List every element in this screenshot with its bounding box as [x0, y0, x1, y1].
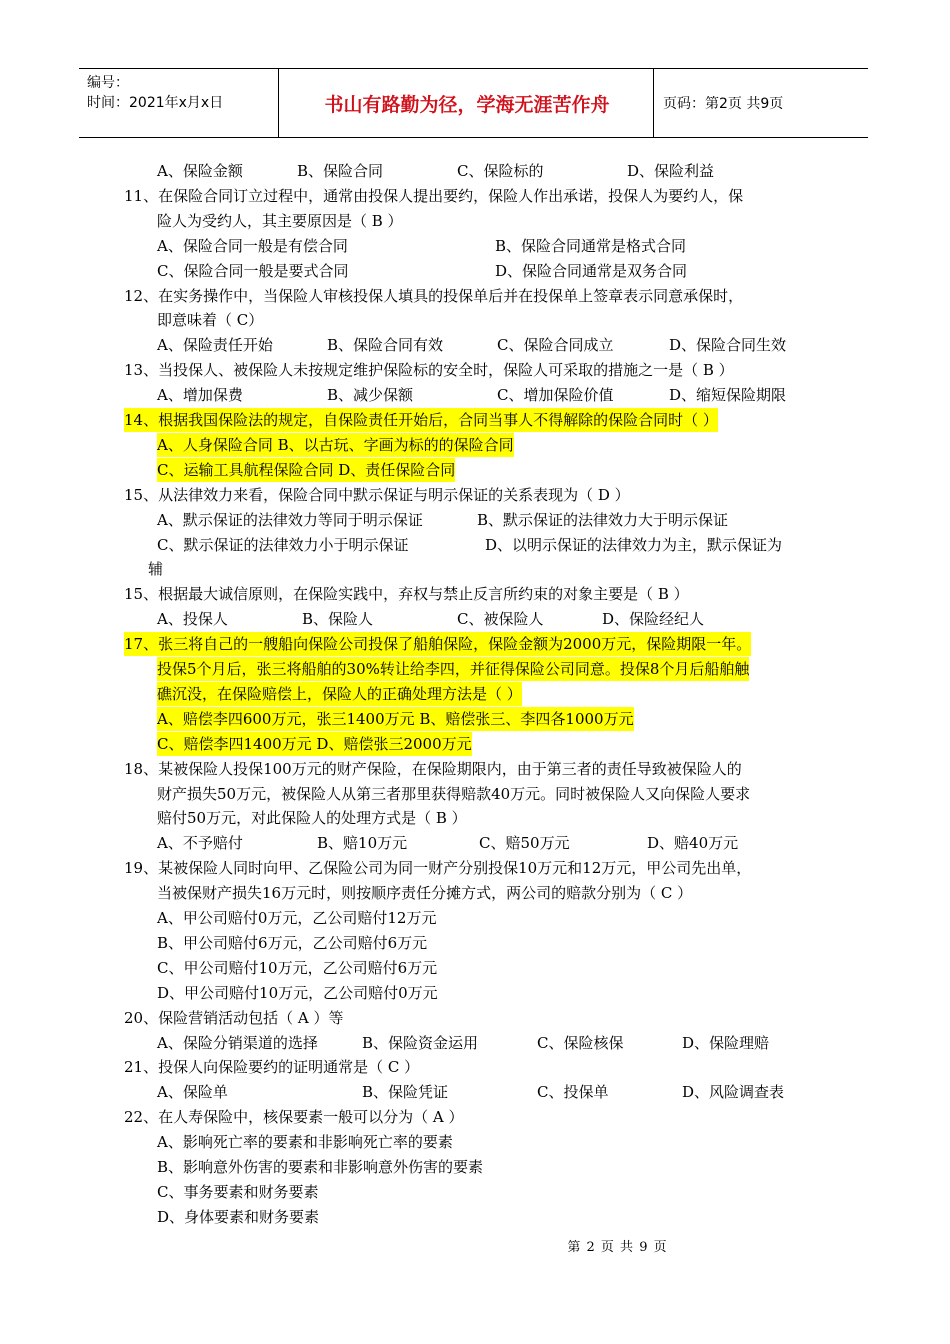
option-line: [157, 533, 857, 557]
answer-option: C、赔50万元: [479, 834, 570, 853]
option-line: C、甲公司赔付10万元，乙公司赔付6万元: [157, 958, 438, 977]
option-line: A、人身保险合同 B、以古玩、字画为标的的保险合同: [157, 433, 514, 457]
answer-option: A、保险单: [157, 1083, 228, 1102]
option-line: C、事务要素和财务要素: [157, 1182, 319, 1201]
option-line: [157, 508, 857, 532]
option-line: [157, 831, 857, 855]
header-motto: 书山有路勤为径，学海无涯苦作舟: [324, 93, 610, 116]
answer-option: B、赔10万元: [317, 834, 408, 853]
answer-option: C、保险核保: [537, 1033, 624, 1052]
answer-option: D、以明示保证的法律效力为主，默示保证为: [485, 535, 783, 554]
option-line: A、甲公司赔付0万元，乙公司赔付12万元: [157, 909, 437, 927]
header-page-info: 页码：第2页 共9页: [663, 96, 784, 112]
question-line: 20、保险营销活动包括（ A ）等: [124, 1008, 344, 1027]
option-line: 礁沉没，在保险赔偿上，保险人的正确处理方法是（ ）: [157, 682, 522, 706]
option-line: [157, 333, 857, 357]
answer-option: B、默示保证的法律效力大于明示保证: [477, 510, 729, 529]
answer-option: D、风险调查表: [682, 1083, 785, 1102]
option-line: A、影响死亡率的要素和非影响死亡率的要素: [157, 1133, 453, 1152]
option-line: [157, 1031, 857, 1055]
answer-option: A、默示保证的法律效力等同于明示保证: [157, 510, 423, 529]
question-line: 辅: [148, 560, 164, 579]
answer-option: D、赔40万元: [647, 834, 739, 853]
answer-option: A、投保人: [157, 610, 228, 629]
answer-option: A、不予赔付: [157, 834, 243, 853]
answer-option: D、保险经纪人: [602, 610, 705, 629]
question-line: 11、在保险合同订立过程中，通常由投保人提出要约，保险人作出承诺，投保人为要约人，保: [124, 186, 744, 205]
answer-option: C、被保险人: [457, 610, 544, 629]
answer-option: A、保险合同一般是有偿合同: [157, 236, 348, 255]
question-line: 15、从法律效力来看，保险合同中默示保证与明示保证的关系表现为（ D ）: [124, 485, 630, 504]
question-line: 13、当投保人、被保险人未按规定维护保险标的安全时，保险人可采取的措施之一是（ B ）: [124, 361, 734, 380]
option-line: A、赔偿李四600万元，张三1400万元 B、赔偿张三、李四各1000万元: [157, 707, 634, 731]
header-left-cell: [87, 73, 223, 113]
answer-option: A、保险金额: [157, 162, 243, 180]
document-date: 时间：2021年x月x日: [87, 95, 224, 111]
answer-option: B、保险合同: [297, 162, 384, 180]
option-line: D、甲公司赔付10万元，乙公司赔付0万元: [157, 983, 438, 1002]
answer-option: C、保险标的: [457, 162, 544, 180]
answer-option: B、保险资金运用: [362, 1033, 479, 1052]
answer-option: C、投保单: [537, 1083, 609, 1102]
question-line: 19、某被保险人同时向甲、乙保险公司为同一财产分别投保10万元和12万元，甲公司先出单，: [124, 859, 752, 878]
option-line: 赔付50万元，对此保险人的处理方式是（ B ）: [157, 809, 467, 828]
header-divider-right: [653, 69, 654, 137]
document-code-label: 编号：: [87, 75, 129, 91]
answer-option: D、缩短保险期限: [669, 386, 787, 405]
option-line: 财产损失50万元，被保险人从第三者那里获得赔款40万元。同时被保险人又向保险人要求: [157, 784, 751, 803]
answer-option: B、保险合同有效: [327, 336, 444, 355]
answer-option: D、保险理赔: [682, 1033, 770, 1052]
question-line: 15、根据最大诚信原则，在保险实践中，弃权与禁止反言所约束的对象主要是（ B ）: [124, 585, 689, 604]
option-line: [157, 259, 857, 283]
option-line: [157, 234, 857, 258]
page-header: [79, 68, 868, 138]
answer-option: B、保险凭证: [362, 1083, 449, 1102]
question-line: 12、在实务操作中，当保险人审核投保人填具的投保单后并在投保单上签章表示同意承保时，: [124, 286, 744, 305]
answer-option: D、保险合同通常是双务合同: [495, 261, 688, 280]
option-line: 当被保财产损失16万元时，则按顺序责任分摊方式，两公司的赔款分别为（ C ）: [157, 884, 693, 903]
answer-option: C、保险合同一般是要式合同: [157, 261, 349, 280]
header-divider-left: [278, 69, 279, 137]
question-line: 21、投保人向保险要约的证明通常是（ C ）: [124, 1058, 420, 1077]
answer-option: B、保险合同通常是格式合同: [495, 236, 687, 255]
answer-option: C、默示保证的法律效力小于明示保证: [157, 535, 409, 554]
answer-option: A、保险分销渠道的选择: [157, 1033, 318, 1052]
answer-option: D、保险合同生效: [669, 336, 787, 355]
question-line: 17、张三将自己的一艘船向保险公司投保了船舶保险，保险金额为2000万元，保险期限一年。: [124, 632, 751, 656]
answer-option: C、保险合同成立: [497, 336, 614, 355]
option-line: 险人为受约人，其主要原因是（ B ）: [157, 211, 403, 230]
page-footer: 第 2 页 共 9 页: [567, 1240, 668, 1255]
option-line: [157, 159, 857, 183]
option-line: C、赔偿李四1400万元 D、赔偿张三2000万元: [157, 732, 472, 756]
answer-option: D、保险利益: [627, 162, 715, 180]
answer-option: B、减少保额: [327, 386, 414, 405]
answer-option: A、保险责任开始: [157, 336, 273, 355]
answer-option: C、增加保险价值: [497, 386, 614, 405]
option-line: [157, 1080, 857, 1104]
option-line: C、运输工具航程保险合同 D、责任保险合同: [157, 458, 455, 482]
question-line: 14、根据我国保险法的规定，自保险责任开始后，合同当事人不得解除的保险合同时（ ）: [124, 408, 718, 432]
option-line: [157, 607, 857, 631]
question-line: 22、在人寿保险中，核保要素一般可以分为（ A ）: [124, 1108, 464, 1127]
option-line: D、身体要素和财务要素: [157, 1207, 320, 1226]
option-line: B、甲公司赔付6万元，乙公司赔付6万元: [157, 933, 428, 952]
answer-option: A、增加保费: [157, 386, 243, 405]
option-line: B、影响意外伤害的要素和非影响意外伤害的要素: [157, 1158, 484, 1176]
option-line: 即意味着（ C）: [157, 311, 264, 330]
question-line: 18、某被保险人投保100万元的财产保险，在保险期限内，由于第三者的责任导致被保险人的: [124, 759, 742, 778]
answer-option: B、保险人: [302, 610, 374, 629]
option-line: 投保5个月后，张三将船舶的30%转让给李四，并征得保险公司同意。投保8个月后船舶触: [157, 657, 749, 681]
option-line: [157, 383, 857, 407]
